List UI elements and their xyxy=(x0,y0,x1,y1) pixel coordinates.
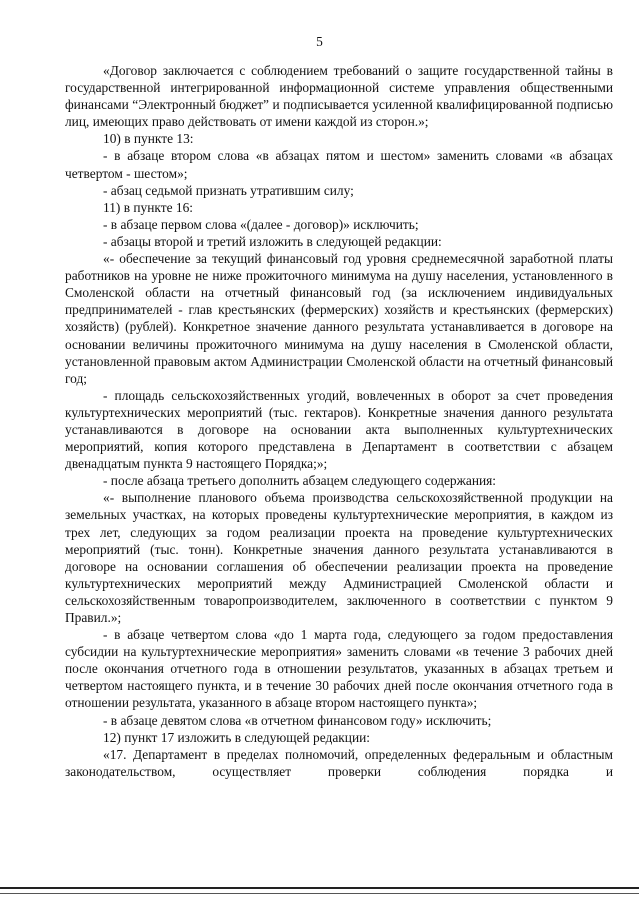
document-body xyxy=(65,62,613,780)
paragraph-item-12-heading: 12) пункт 17 изложить в следующей редакции: xyxy=(103,729,371,745)
paragraph-item-11-exclude: - в абзаце первом слова «(далее - договор)» исключить; xyxy=(103,216,419,232)
footer-rule-thin xyxy=(0,893,639,894)
paragraph-result-land-area: - площадь сельскохозяйственных угодий, вовлеченных в оборот за счет проведения культуртехнических мероприятий (тыс. гектаров). Конкретные значения данного результата устанавливаются в договоре на основании акта выполненных культуртехнических мероприятий, копия которого представлена в Департамент в соответствии с абзацем двенадцатым пункта 9 настоящего Порядка;»; xyxy=(65,387,613,472)
paragraph-result-production: «- выполнение планового объема производства сельскохозяйственной продукции на земельных участках, на которых проведены культуртехнические мероприятия, в каждом из трех лет, следующих за годом реализации проекта на проведение культуртехнических мероприятий (тыс. тонн). Конкретные значения данного результата устанавливаются в договоре на основании соглашения об обеспечении реализации проекта на проведение культуртехнических мероприятий между Администрацией Смоленской области и сельскохозяйственным товаропроизводителем, заключенного в соответствии с пунктом 9 Правил.»; xyxy=(65,490,613,625)
paragraph-item-11-heading: 11) в пункте 16: xyxy=(103,199,193,215)
paragraph-contract-signing: «Договор заключается с соблюдением требований о защите государственной тайны в государственной интегрированной информационной системе управления общественными финансами “Электронный бюджет” и подписывается усиленной квалифицированной подписью лиц, имеющих право действовать от имени каждой из сторон.»; xyxy=(65,63,613,130)
paragraph-fourth-replace: - в абзаце четвертом слова «до 1 марта года, следующего за годом предоставления субсидии на культуртехнические мероприятия» заменить словами «в течение 3 рабочих дней после окончания отчетного года в отношении результатов, указанных в абзацах третьем и четвертом настоящего пункта, и в течение 30 рабочих дней после окончания отчетного года в отношении результата, указанного в абзаце втором настоящего пункта»; xyxy=(65,627,613,711)
paragraph-item-10-invalid: - абзац седьмой признать утратившим силу; xyxy=(103,182,354,198)
page-number: 5 xyxy=(316,34,323,49)
paragraph-result-salary: «- обеспечение за текущий финансовый год уровня среднемесячной заработной платы работников на уровне не ниже прожиточного минимума на душу населения, установленного в Смоленской области на отчетный финансовый год (за исключением индивидуальных предпринимателей - глав крестьянских (фермерских) хозяйств и крестьянских (фермерских) хозяйств) (рублей). Конкретное значение данного результата устанавливается в договоре на основании величины прожиточного минимума на душу населения в Смоленской области, установленной правовым актом Администрации Смоленской области на отчетный финансовый год; xyxy=(65,251,613,386)
paragraph-ninth-exclude: - в абзаце девятом слова «в отчетном финансовом году» исключить; xyxy=(103,712,492,728)
paragraph-item-11-new-wording: - абзацы второй и третий изложить в следующей редакции: xyxy=(103,233,442,249)
paragraph-item-10-replace: - в абзаце втором слова «в абзацах пятом и шестом» заменить словами «в абзацах четвертом - шестом»; xyxy=(65,148,613,181)
paragraph-add-after-third: - после абзаца третьего дополнить абзацем следующего содержания: xyxy=(103,473,497,489)
footer-rule-thick xyxy=(0,887,639,889)
paragraph-item-10-heading: 10) в пункте 13: xyxy=(103,131,194,147)
paragraph-item-17: «17. Департамент в пределах полномочий, определенных федеральным и областным законодательством, осуществляет проверки соблюдения порядка и xyxy=(65,746,613,779)
